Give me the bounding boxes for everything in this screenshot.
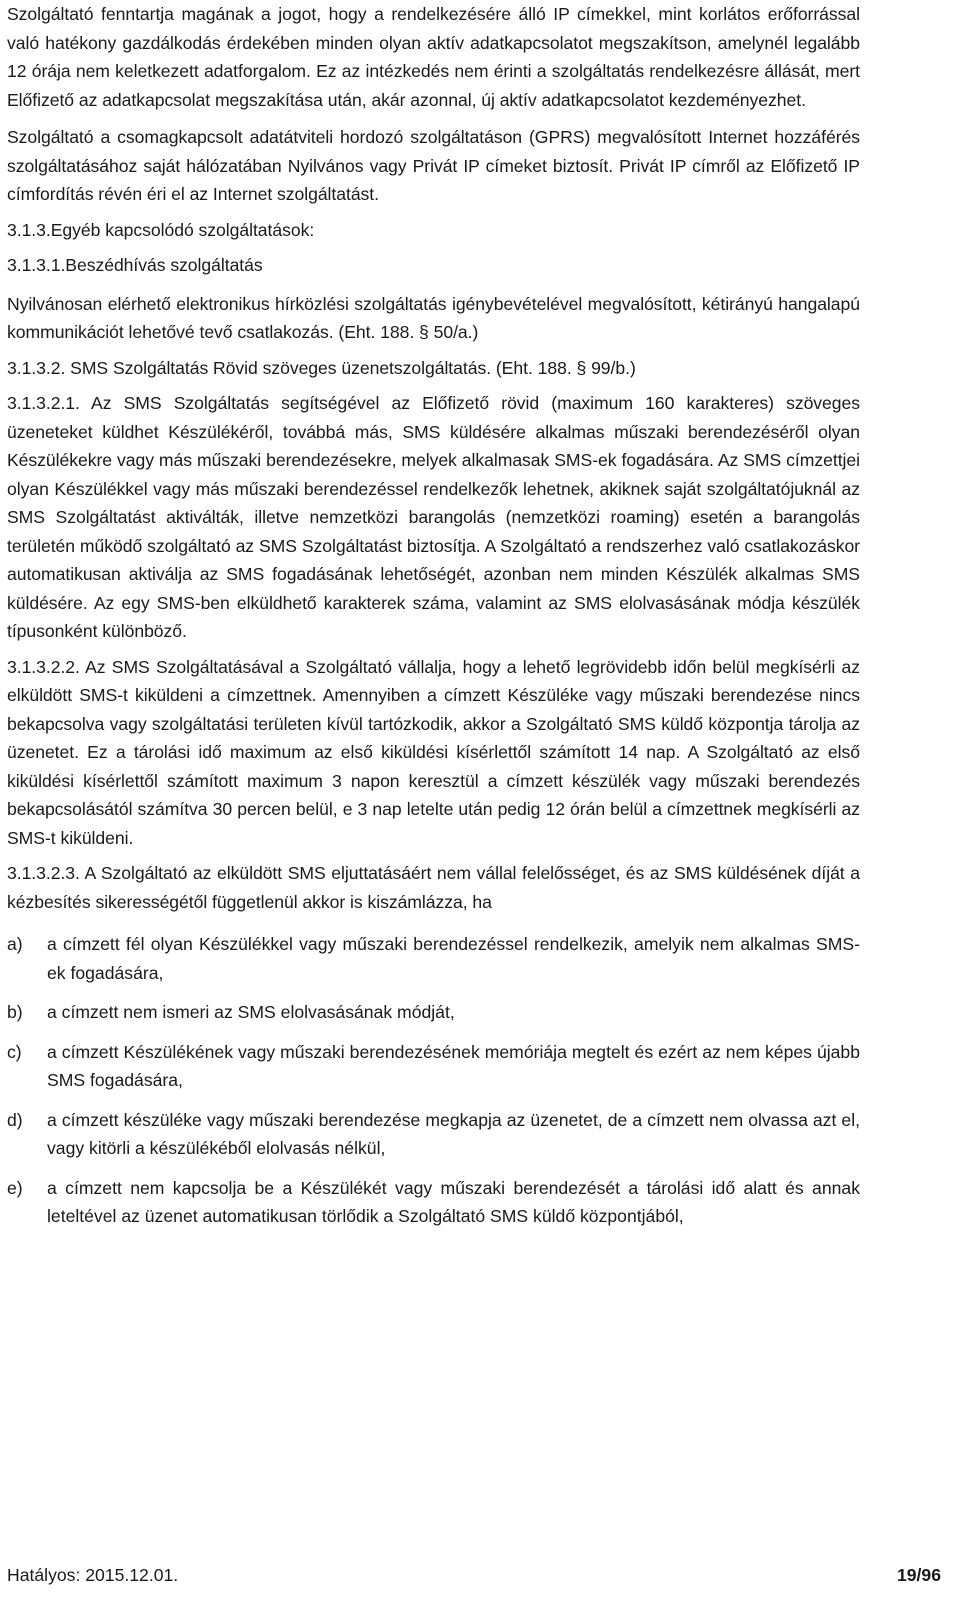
paragraph-sms-3-1-3-2-1: 3.1.3.2.1. Az SMS Szolgáltatás segítségével az Előfizető rövid (maximum 160 karakteres) szöveges üzeneteket küldhet Készülékéről, továbbá más, SMS küldésére alkalmas műszaki berendezéséről olyan Készülékekre vagy más műszaki berendezésekre, melyek alkalmasak SMS-ek fogadására. Az SMS címzettjei olyan Készülékkel vagy más műszaki berendezéssel rendelkezők lehetnek, akiknek saját szolgáltatójuknál az SMS Szolgáltatást aktiválták, illetve nemzetközi barangolás (nemzetközi roaming) esetén a barangolás területén működő szolgáltató az SMS Szolgáltatást biztosítja. A Szolgáltató a rendszerhez való csatlakozáskor automatikusan aktiválja az SMS fogadásának lehetőségét, azonban nem minden Készülék alkalmas SMS küldésére. Az egy SMS-ben elküldhető karakterek száma, valamint az SMS elolvasásának módja készülék típusonként különböző. — [7, 393, 860, 641]
list-item-text: a címzett készüléke vagy műszaki berendezése megkapja az üzenetet, de a címzett nem olvassa azt el, vagy kitörli a készülékéből elolvasás nélkül, — [47, 1109, 860, 1158]
list-item-text: a címzett Készülékének vagy műszaki berendezésének memóriája megtelt és ezért az nem képes újabb SMS fogadására, — [47, 1041, 860, 1090]
list-item — [7, 1174, 860, 1231]
page-footer — [7, 1563, 941, 1587]
list-item-text: a címzett nem ismeri az SMS elolvasásának módját, — [47, 1002, 455, 1022]
list-item-text: a címzett fél olyan Készülékkel vagy műszaki berendezéssel rendelkezik, amelyik nem alkalmas SMS-ek fogadására, — [47, 934, 860, 983]
paragraph-sms-3-1-3-2-2: 3.1.3.2.2. Az SMS Szolgáltatásával a Szolgáltató vállalja, hogy a lehető legrövidebb időn belül megkísérli az elküldött SMS-t kiküldeni a címzettnek. Amennyiben a címzett Készüléke vagy műszaki berendezése nincs bekapcsolva vagy szolgáltatási területen kívül tartózkodik, akkor a Szolgáltató SMS küldő központja tárolja az üzenetet. Ez a tárolási idő maximum az első kiküldési kísérlettől számított 14 nap. A Szolgáltató az első kiküldési kísérlettől számított maximum 3 napon keresztül a címzett készülék vagy műszaki berendezés bekapcsolásától számítva 30 percen belül, e 3 nap letelte után pedig 12 órán belül a címzettnek megkísérli az SMS-t kiküldeni. — [7, 656, 860, 848]
list-marker: b) — [7, 1002, 23, 1022]
page-number: 19/96 — [896, 1565, 941, 1585]
heading-sms-service: 3.1.3.2. SMS Szolgáltatás Rövid szöveges üzenetszolgáltatás. (Eht. 188. § 99/b.) — [7, 357, 636, 378]
list-item — [7, 1038, 860, 1095]
list-item — [7, 1106, 860, 1163]
document-body — [7, 0, 860, 1231]
list-item — [7, 998, 860, 1027]
heading-related-services: 3.1.3.Egyéb kapcsolódó szolgáltatások: — [7, 219, 315, 240]
billing-conditions-list — [7, 930, 860, 1231]
paragraph-gprs-ip: Szolgáltató a csomagkapcsolt adatátviteli hordozó szolgáltatáson (GPRS) megvalósított Internet hozzáférés szolgáltatásához saját hálózatában Nyilvános vagy Privát IP címeket biztosít. Privát IP címről az Előfizető IP címfordítás révén éri el az Internet szolgáltatást. — [7, 127, 860, 204]
list-marker: e) — [7, 1177, 23, 1198]
list-marker: a) — [7, 934, 23, 954]
paragraph-voice-definition: Nyilvánosan elérhető elektronikus hírközlési szolgáltatás igénybevételével megvalósított, kétirányú hangalapú kommunikációt lehetővé tevő csatlakozás. (Eht. 188. § 50/a.) — [7, 293, 860, 342]
heading-voice-service: 3.1.3.1.Beszédhívás szolgáltatás — [7, 255, 263, 275]
list-item-text: a címzett nem kapcsolja be a Készülékét vagy műszaki berendezését a tárolási idő alatt és annak leteltével az üzenet automatikusan törlődik a Szolgáltató SMS küldő központjából, — [47, 1177, 860, 1226]
effective-date: Hatályos: 2015.12.01. — [7, 1565, 179, 1585]
list-item — [7, 930, 860, 987]
paragraph-sms-3-1-3-2-3: 3.1.3.2.3. A Szolgáltató az elküldött SMS eljuttatásáért nem vállal felelősséget, és az SMS küldésének díját a kézbesítés sikerességétől függetlenül akkor is kiszámlázza, ha — [7, 863, 860, 912]
list-marker: c) — [7, 1041, 22, 1062]
paragraph-ip-disconnect: Szolgáltató fenntartja magának a jogot, hogy a rendelkezésére álló IP címekkel, mint korlátos erőforrással való hatékony gazdálkodás érdekében minden olyan aktív adatkapcsolatot megszakítson, amelynél legalább 12 órája nem keletkezett adatforgalom. Ez az intézkedés nem érinti a szolgáltatás rendelkezésre állását, mert Előfizető az adatkapcsolat megszakítása után, akár azonnal, új aktív adatkapcsolatot kezdeményezhet. — [7, 4, 860, 110]
list-marker: d) — [7, 1109, 23, 1130]
